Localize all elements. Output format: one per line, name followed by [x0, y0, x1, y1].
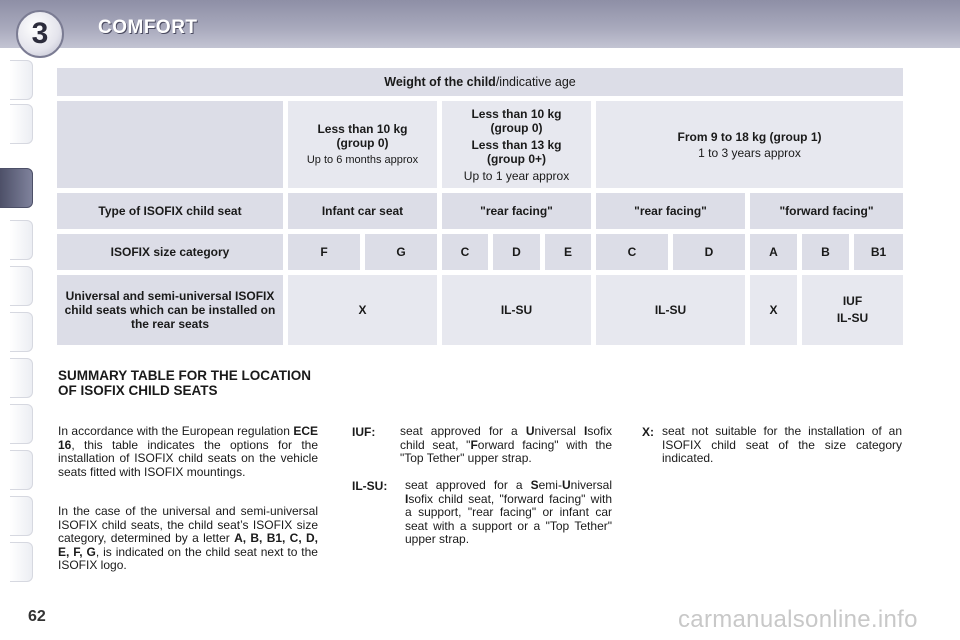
chapter-tab-4[interactable]: [10, 220, 33, 260]
chapter-side-tabs: [0, 60, 36, 580]
legend-iuf-t6: F: [470, 437, 478, 452]
legend-ilsu-t1: seat approved for a: [405, 478, 531, 492]
legend-iuf-t5: sofix child seat, ": [400, 424, 613, 452]
size-cell-d: D: [493, 234, 540, 270]
legend-iuf-t2: U: [525, 424, 535, 438]
universal-forward-b-cell: [802, 275, 903, 345]
size-cell-c: C: [442, 234, 488, 270]
summary-p1-text-a: In accordance with the European regulation: [58, 424, 294, 438]
group1-title: From 9 to 18 kg (group 1): [677, 129, 822, 144]
legend-iuf-t1: seat approved for a: [400, 424, 526, 438]
legend-iuf-text: [400, 425, 612, 466]
legend-iuf-t7: orward facing" with the "Top Tether" upper strap.: [400, 437, 613, 465]
weight-header-bold: Weight of the child: [384, 75, 496, 89]
legend-ilsu-t3: emi-: [538, 478, 562, 492]
size-cell-b: B: [802, 234, 849, 270]
chapter-tab-8[interactable]: [10, 404, 33, 444]
legend-ilsu-t4: U: [561, 478, 571, 492]
group1-header-cell: [596, 101, 903, 188]
summary-p2-text-c: , is indicated on the child seat next to the ISOFIX logo.: [58, 544, 318, 572]
universal-forward-b-iuf: IUF: [842, 294, 863, 308]
group0plus-title-a: Less than 10 kg: [471, 106, 562, 121]
group0plus-title-b: (group 0): [490, 120, 543, 135]
type-rear-facing-cell-1: "rear facing": [442, 193, 591, 229]
size-label-cell: ISOFIX size category: [57, 234, 283, 270]
summary-p1-text-c: , this table indicates the options for the installation of ISOFIX child seats on the vehicle seats fitted with ISOFIX mountings.: [58, 437, 318, 479]
chapter-title: COMFORT: [98, 17, 198, 38]
group0-title-b: (group 0): [336, 136, 389, 150]
watermark: carmanualsonline.info: [678, 606, 918, 633]
size-cell-e: E: [545, 234, 591, 270]
weight-header-cell: [57, 68, 903, 96]
group0-title-a: Less than 10 kg: [317, 122, 408, 136]
legend-ilsu-text: [405, 479, 612, 547]
chapter-number-badge: 3: [16, 10, 64, 58]
chapter-tab-9[interactable]: [10, 450, 33, 490]
groups-corner-cell: [57, 101, 283, 188]
summary-p2-letters: A, B, B1, C, D, E, F, G: [58, 531, 318, 559]
size-cell-g: G: [365, 234, 437, 270]
summary-paragraph-2: [58, 505, 318, 573]
legend-iuf-t4: I: [583, 424, 588, 438]
chapter-tab-7[interactable]: [10, 358, 33, 398]
universal-forward-b-ilsu: IL-SU: [836, 311, 869, 325]
legend-ilsu-key: IL-SU:: [352, 479, 388, 493]
legend-ilsu-t2: S: [530, 478, 539, 492]
summary-paragraph-1: [58, 425, 318, 479]
size-cell-b1: B1: [854, 234, 903, 270]
page-number: 62: [28, 608, 46, 625]
legend-ilsu-t7: sofix child seat, "forward facing" with a support, "rear facing" or infant car seat with a support or a "Top Tether" upper strap.: [405, 491, 612, 546]
universal-group0-cell: X: [288, 275, 437, 345]
summary-p2-text-a: In the case of the universal and semi-universal ISOFIX child seats, the child seat’s ISOFIX size category, determined by a letter: [58, 504, 318, 545]
group0plus-header-cell: [442, 101, 591, 188]
chapter-tab-2[interactable]: [10, 104, 33, 144]
universal-group0plus-cell: IL-SU: [442, 275, 591, 345]
legend-x-text: seat not suitable for the installation of an ISOFIX child seat of the size category indicated.: [662, 424, 902, 465]
type-forward-facing-cell: "forward facing": [750, 193, 903, 229]
size-cell-c-2: C: [596, 234, 668, 270]
chapter-tab-5[interactable]: [10, 266, 33, 306]
size-cell-d-2: D: [673, 234, 745, 270]
chapter-tab-1[interactable]: [10, 60, 33, 100]
type-infant-cell: Infant car seat: [288, 193, 437, 229]
type-rear-facing-cell-2: "rear facing": [596, 193, 745, 229]
size-cell-a: A: [750, 234, 797, 270]
weight-header-rest: /indicative age: [495, 75, 576, 89]
group0-header-cell: [288, 101, 437, 188]
universal-label-cell: Universal and semi-universal ISOFIX child seats which can be installed on the rear seats: [57, 275, 283, 345]
chapter-tab-11[interactable]: [10, 542, 33, 582]
group1-age: 1 to 3 years approx: [698, 145, 801, 160]
legend-ilsu-t6: I: [405, 491, 409, 506]
summary-title: SUMMARY TABLE FOR THE LOCATION OF ISOFIX CHILD SEATS: [58, 368, 311, 398]
universal-forward-a-cell: X: [750, 275, 797, 345]
legend-iuf-key: IUF:: [352, 425, 376, 439]
type-label-cell: Type of ISOFIX child seat: [57, 193, 283, 229]
legend-x-key: X:: [642, 425, 654, 439]
legend-ilsu-t5: niversal: [570, 478, 612, 492]
chapter-tab-3-active[interactable]: [0, 168, 33, 208]
group0-age: Up to 6 months approx: [306, 154, 419, 166]
legend-iuf-t3: niversal: [534, 424, 584, 438]
group0plus-age: Up to 1 year approx: [463, 168, 570, 183]
chapter-tab-10[interactable]: [10, 496, 33, 536]
group0plus-title-c: Less than 13 kg: [471, 137, 562, 152]
universal-rear-cell: IL-SU: [596, 275, 745, 345]
summary-p1-ece16: ECE 16: [58, 424, 318, 452]
size-cell-f: F: [288, 234, 360, 270]
group0plus-title-d: (group 0+): [487, 151, 546, 166]
chapter-tab-6[interactable]: [10, 312, 33, 352]
